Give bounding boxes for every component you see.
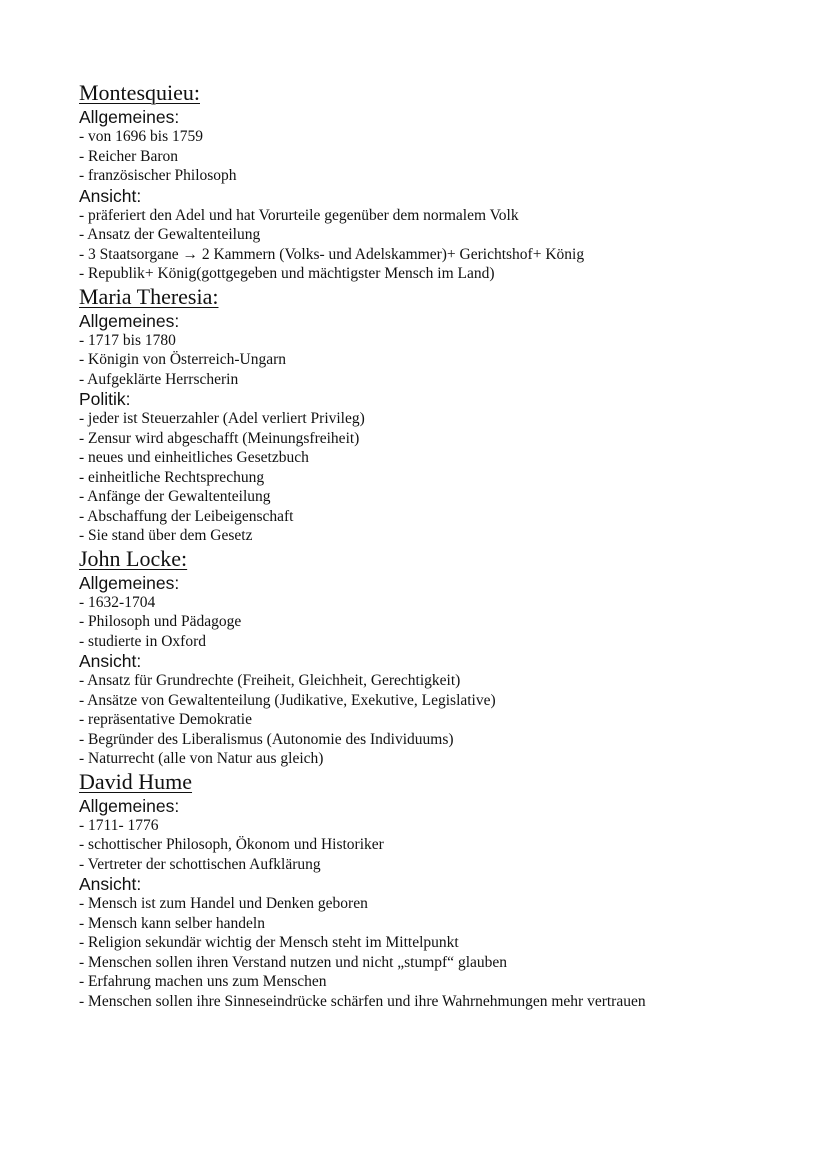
list-item: - Zensur wird abgeschafft (Meinungsfreiheit) xyxy=(79,429,360,447)
person-heading: John Locke: xyxy=(79,545,188,571)
person-david-hume xyxy=(79,769,799,1012)
person-maria-theresia xyxy=(79,284,799,546)
person-john-locke xyxy=(79,546,799,769)
list-item: - Menschen sollen ihre Sinneseindrücke schärfen und ihre Wahrnehmungen mehr vertrauen xyxy=(79,992,646,1010)
list-item: - Aufgeklärte Herrscherin xyxy=(79,370,239,388)
section-label: Allgemeines: xyxy=(79,572,180,593)
section-allgemeines xyxy=(79,796,799,875)
list-item: - studierte in Oxford xyxy=(79,632,206,650)
section-allgemeines xyxy=(79,107,799,186)
section-allgemeines xyxy=(79,573,799,652)
list-item: - von 1696 bis 1759 xyxy=(79,128,203,145)
list-item: - Ansätze von Gewaltenteilung (Judikative, Exekutive, Legislative) xyxy=(79,691,496,709)
section-label: Politik: xyxy=(79,389,131,409)
person-heading: Montesquieu: xyxy=(79,80,200,105)
section-politik xyxy=(79,389,799,546)
list-item: - präferiert den Adel und hat Vorurteile gegenüber dem normalem Volk xyxy=(79,206,519,224)
section-label: Ansicht: xyxy=(79,874,142,894)
list-item: - Naturrecht (alle von Natur aus gleich) xyxy=(79,750,324,767)
item-list xyxy=(79,206,799,284)
list-item: - Sie stand über dem Gesetz xyxy=(79,527,253,544)
person-montesquieu xyxy=(79,80,799,284)
item-list xyxy=(79,894,799,1011)
list-item: - Religion sekundär wichtig der Mensch steht im Mittelpunkt xyxy=(79,934,459,951)
list-item: - Ansatz für Grundrechte (Freiheit, Gleichheit, Gerechtigkeit) xyxy=(79,672,461,689)
list-item: - Ansatz der Gewaltenteilung xyxy=(79,226,261,243)
list-item: - neues und einheitliches Gesetzbuch xyxy=(79,449,309,466)
list-item: - Reicher Baron xyxy=(79,147,178,165)
list-item: - Begründer des Liberalismus (Autonomie des Individuums) xyxy=(79,730,454,748)
list-item: - Vertreter der schottischen Aufklärung xyxy=(79,855,321,873)
list-item: - französischer Philosoph xyxy=(79,167,237,184)
list-item: - Philosoph und Pädagoge xyxy=(79,613,242,630)
section-label: Allgemeines: xyxy=(79,795,180,816)
section-ansicht xyxy=(79,186,799,284)
item-list xyxy=(79,127,799,186)
item-list xyxy=(79,409,799,546)
list-item: - Republik+ König(gottgegeben und mächtigster Mensch im Land) xyxy=(79,265,495,282)
list-item: - Königin von Österreich-Ungarn xyxy=(79,351,287,368)
list-item: - einheitliche Rechtsprechung xyxy=(79,468,265,486)
section-label: Ansicht: xyxy=(79,185,142,206)
list-item: - jeder ist Steuerzahler (Adel verliert Privileg) xyxy=(79,410,365,427)
person-heading: Maria Theresia: xyxy=(79,283,219,309)
item-list xyxy=(79,593,799,652)
list-item: - schottischer Philosoph, Ökonom und Historiker xyxy=(79,836,384,853)
list-item: - 1711- 1776 xyxy=(79,816,159,834)
section-ansicht xyxy=(79,651,799,769)
list-item: - Erfahrung machen uns zum Menschen xyxy=(79,973,327,990)
list-item: - Mensch kann selber handeln xyxy=(79,914,265,932)
person-heading: David Hume xyxy=(79,768,193,794)
document-page xyxy=(79,80,799,1011)
list-item: - repräsentative Demokratie xyxy=(79,711,252,728)
section-allgemeines xyxy=(79,311,799,390)
item-list xyxy=(79,816,799,875)
item-list xyxy=(79,671,799,769)
list-item: - Menschen sollen ihren Verstand nutzen und nicht „stumpf“ glauben xyxy=(79,953,508,971)
section-label: Allgemeines: xyxy=(79,107,180,127)
list-item: - 1717 bis 1780 xyxy=(79,331,176,349)
list-item: - Abschaffung der Leibeigenschaft xyxy=(79,507,294,525)
section-label: Allgemeines: xyxy=(79,310,180,331)
section-label: Ansicht: xyxy=(79,651,142,671)
list-item: - Anfänge der Gewaltenteilung xyxy=(79,488,271,505)
list-item: - 3 Staatsorgane → 2 Kammern (Volks- und Adelskammer)+ Gerichtshof+ König xyxy=(79,245,585,263)
item-list xyxy=(79,331,799,390)
list-item: - 1632-1704 xyxy=(79,593,156,611)
list-item: - Mensch ist zum Handel und Denken geboren xyxy=(79,895,368,912)
section-ansicht xyxy=(79,874,799,1011)
